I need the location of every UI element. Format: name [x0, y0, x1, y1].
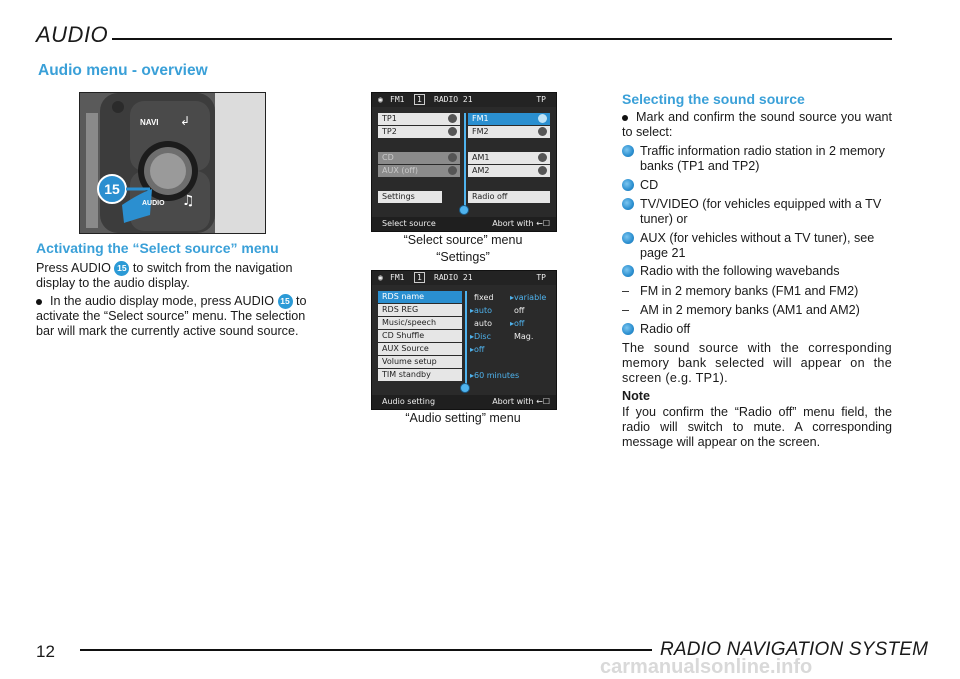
source-icon — [538, 127, 547, 136]
screen-status-bar — [372, 93, 556, 107]
preset-label: 1 — [414, 94, 425, 105]
source-icon — [448, 153, 457, 162]
page-number: 12 — [36, 642, 55, 661]
right-intro: Mark and confirm the sound source you want to select: — [622, 110, 892, 139]
setting-value[interactable]: ▸off — [510, 319, 525, 328]
footer-rule — [80, 649, 652, 651]
audio-menu-item[interactable]: RDS REG — [378, 304, 462, 316]
device-photo — [79, 92, 266, 234]
bullet-text-post: to activate the “Select source” menu. The selection bar will mark the currently active sound source. — [36, 294, 307, 339]
audio-key-label: AUDIO — [142, 200, 165, 207]
audio-setting-caption: “Audio setting” menu — [405, 411, 521, 425]
audio-menu-item[interactable]: CD Shuffle — [378, 330, 462, 342]
callout-number: 15 — [104, 181, 120, 197]
selection-line — [465, 291, 467, 386]
select-source-subtitle: Activating the “Select source” menu — [36, 240, 279, 256]
source-item-settings[interactable]: Settings — [378, 191, 442, 203]
audio-menu-item[interactable]: TIM standby — [378, 369, 462, 381]
source-list-item: Radio with the following wavebands — [622, 264, 892, 279]
note-label: Note — [622, 389, 650, 403]
screen-bottom-bar: Select source Abort with ←☐ — [372, 217, 556, 231]
source-list-item: Radio off — [622, 322, 892, 337]
cursor-dot-icon — [459, 205, 469, 215]
footer-title: RADIO NAVIGATION SYSTEM — [660, 639, 929, 660]
bullet-icon — [622, 115, 628, 121]
tp-label: TP — [536, 95, 546, 104]
setting-value[interactable]: ▸Disc — [470, 332, 491, 341]
blue-bullet-icon — [622, 323, 634, 335]
audio-menu-item[interactable]: RDS name — [378, 291, 462, 303]
control-knob-illustration — [80, 93, 265, 233]
source-item-radio-off[interactable]: Radio off — [468, 191, 550, 203]
waveband-item: – FM in 2 memory banks (FM1 and FM2) — [622, 284, 859, 298]
note-text: If you confirm the “Radio off” menu field, the radio will switch to mute. A corresponding message will appear on the screen. — [622, 405, 892, 449]
disc-icon: ◉ — [378, 95, 383, 104]
source-item-tp1[interactable]: TP1 — [378, 113, 460, 125]
source-item-fm2[interactable]: FM2 — [468, 126, 550, 138]
setting-value[interactable]: Mag. — [514, 332, 534, 341]
cursor-dot-icon — [460, 383, 470, 393]
source-list-item: Traffic information radio station in 2 memory banks (TP1 and TP2) — [622, 144, 892, 174]
setting-value[interactable]: ▸off — [470, 345, 485, 354]
bullet-icon — [36, 299, 42, 305]
source-list-item: TV/VIDEO (for vehicles equipped with a TV tuner) or — [622, 197, 892, 227]
screen-status-bar: ◉ FM1 1 RADIO 21 TP — [372, 271, 556, 285]
source-item-am1[interactable]: AM1 — [468, 152, 550, 164]
selection-line — [464, 113, 466, 208]
intro-paragraph — [36, 261, 308, 291]
bullet-text-pre: In the audio display mode, press AUDIO — [50, 294, 275, 308]
selecting-sound-source-subtitle: Selecting the sound source — [622, 91, 805, 107]
select-source-screen — [371, 92, 557, 232]
setting-value[interactable]: fixed — [474, 293, 494, 302]
blue-bullet-icon — [622, 145, 634, 157]
svg-text:♫: ♫ — [182, 193, 195, 209]
screen-bottom-bar: Audio setting Abort with ←☐ — [372, 395, 556, 409]
settings-caption: “Settings” — [436, 250, 490, 264]
callout-badge-icon: 15 — [114, 261, 129, 276]
blue-bullet-icon — [622, 265, 634, 277]
source-icon — [448, 166, 457, 175]
source-item-fm1[interactable]: FM1 — [468, 113, 550, 125]
intro-text-post: to switch from the navigation display to the audio display. — [36, 261, 293, 291]
source-list-item: CD — [622, 178, 892, 193]
memory-bank-paragraph: The sound source with the corresponding memory bank selected will appear on the screen (e.g. TP1). — [622, 341, 892, 385]
source-icon — [448, 114, 457, 123]
source-icon — [538, 114, 547, 123]
source-item-tp2[interactable]: TP2 — [378, 126, 460, 138]
band-label: FM1 — [390, 95, 405, 104]
source-icon — [538, 153, 547, 162]
blue-bullet-icon — [622, 198, 634, 210]
source-item-aux[interactable]: AUX (off) — [378, 165, 460, 177]
source-icon — [448, 127, 457, 136]
watermark: carmanualsonline.info — [600, 656, 813, 678]
audio-menu-item[interactable]: Volume setup — [378, 356, 462, 368]
section-title: Audio menu - overview — [38, 62, 208, 79]
source-icon — [538, 166, 547, 175]
setting-value[interactable]: ▸variable — [510, 293, 547, 302]
setting-value[interactable]: ▸auto — [470, 306, 493, 315]
source-item-am2[interactable]: AM2 — [468, 165, 550, 177]
svg-text:↲: ↲ — [180, 114, 191, 128]
station-label: RADIO 21 — [434, 95, 473, 104]
header-rule — [112, 38, 892, 40]
blue-bullet-icon — [622, 232, 634, 244]
intro-text-pre: Press AUDIO — [36, 261, 111, 275]
callout-badge-icon: 15 — [278, 294, 293, 309]
activate-bullet — [36, 294, 308, 339]
waveband-item: – AM in 2 memory banks (AM1 and AM2) — [622, 303, 860, 317]
source-list-item: AUX (for vehicles without a TV tuner), see page 21 — [622, 231, 892, 261]
audio-menu-item[interactable]: AUX Source — [378, 343, 462, 355]
page-header-title: AUDIO — [36, 22, 109, 47]
setting-value[interactable]: ▸60 minutes — [470, 371, 520, 380]
select-source-caption: “Select source” menu — [403, 233, 523, 247]
audio-setting-screen — [371, 270, 557, 410]
setting-value[interactable]: off — [514, 306, 525, 315]
disc-icon: ◉ — [378, 273, 383, 282]
blue-bullet-icon — [622, 179, 634, 191]
setting-value[interactable]: auto — [474, 319, 493, 328]
source-item-cd[interactable]: CD — [378, 152, 460, 164]
audio-menu-item[interactable]: Music/speech — [378, 317, 462, 329]
navi-key-label: NAVI — [140, 118, 159, 127]
